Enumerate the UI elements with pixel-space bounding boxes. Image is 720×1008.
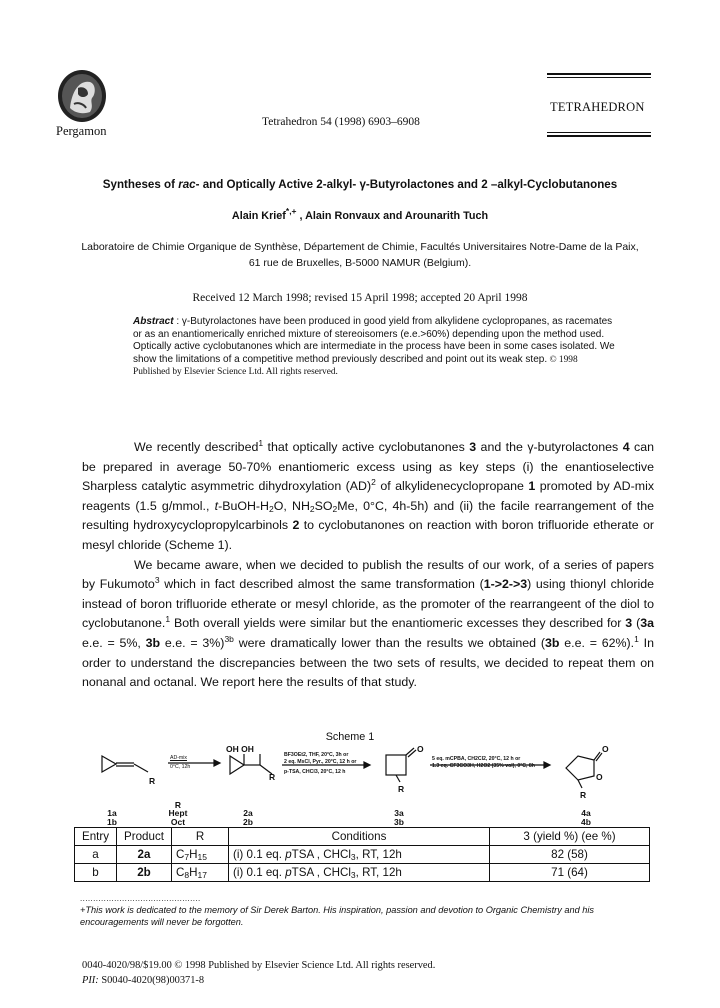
header-entry: Entry xyxy=(75,828,117,846)
ketone-oxygen-label: O xyxy=(417,744,424,754)
step3-reagent-1: 5 eq. mCPBA, CH2Cl2, 20°C, 12 h or xyxy=(432,756,521,762)
header-rule-bottom-thick xyxy=(547,135,651,137)
r-group-label-4: R xyxy=(580,790,587,800)
header-product: Product xyxy=(117,828,172,846)
conditions-table xyxy=(74,827,650,882)
cell-conditions: (i) 0.1 eq. pTSA , CHCl$_3$, RT, 12h xyxy=(229,846,490,864)
compound-4b-label: 4b xyxy=(581,817,591,827)
alkylidenecyclopropane-structure xyxy=(102,756,148,772)
footer-pii: PII: S0040-4020(98)00371-8 xyxy=(82,975,205,986)
lactone-ring-oxygen: O xyxy=(596,772,603,782)
step2-reagent-1: BF3OEt2, THF, 20°C, 3h or xyxy=(284,752,349,758)
diol-oh-label: OH OH xyxy=(226,744,254,754)
compound-3a-label: 3a xyxy=(394,808,404,818)
publisher-name: Pergamon xyxy=(56,124,107,138)
r-hept-label: Hept xyxy=(168,808,188,818)
header-rule-top-thin xyxy=(547,77,651,78)
step1-conditions: 0°C, 12h xyxy=(170,764,191,770)
step2-reagent-3: p-TSA, CHCl3, 20°C, 12 h xyxy=(284,769,346,775)
diol-structure xyxy=(230,754,272,774)
cell-entry: a xyxy=(75,846,117,864)
compound-2b-label: 2b xyxy=(243,817,253,827)
cell-result: 71 (64) xyxy=(490,864,650,882)
table-row xyxy=(75,864,650,882)
paragraph-1: We recently described$^1$ that optically active cyclobutanones 3 and the γ-butyrolactones 4 can be prepared in average 50-70% enantiomeric excess using as key steps (i) the enantioselective Sharpless catalytic asymmetric dihydroxylation (AD)$^2$ of alkylidenecyclopropane 1 promoted by AD-mix reagents (1.5 g/mmol., $t-BuOH-H_2O$, $NH_2SO_2Me$, 0°C, 4h-5h) and (ii) the facile rearrangement of the resulting hydroxycyclopropylcarbinols 2 to cyclobutanones on reaction with boron trifluoride etherate or mesyl chloride (Scheme 1). xyxy=(82,438,655,552)
journal-citation: Tetrahedron 54 (1998) 6903–6908 xyxy=(262,116,420,128)
cell-entry: b xyxy=(75,864,117,882)
compound-2a-label: 2a xyxy=(243,808,253,818)
affiliation-line-1: Laboratoire de Chimie Organique de Synthèse, Département de Chimie, Facultés Universitaires Notre-Dame de la Paix, xyxy=(81,241,639,253)
compound-1b-label: 1b xyxy=(107,817,117,827)
compound-1a-label: 1a xyxy=(107,808,117,818)
abstract: Abstract : γ-Butyrolactones have been produced in good yield from alkylidene cyclopropanes, as racemates or as an enantiomerically enriched mixture of stereoisomers (e.e.>60%) depending upon the method used. Optically active cyclobutanones which are intermediate in the process have been in some cases isolated. We show the limitations of a competitive method previously described and point out its weak step. © 1998 Published by Elsevier Science Ltd. All rights reserved. xyxy=(133,316,615,378)
butyrolactone-structure xyxy=(566,752,602,788)
affiliation-line-2: 61 rue de Bruxelles, B-5000 NAMUR (Belgium). xyxy=(248,257,472,269)
compound-4a-label: 4a xyxy=(581,808,591,818)
table-header-row xyxy=(75,828,650,846)
header-rule-bottom xyxy=(547,132,651,133)
cell-r: $C_7H_{15}$ xyxy=(172,846,229,864)
r-group-label-1: R xyxy=(149,776,156,786)
header-r: R xyxy=(172,828,229,846)
publisher-logo xyxy=(56,68,108,124)
author-list: Alain Krief*,+ , Alain Ronvaux and Arounarith Tuch xyxy=(231,206,489,222)
cell-product: 2b xyxy=(117,864,172,882)
r-group-label-2: R xyxy=(269,772,276,782)
cell-product: 2a xyxy=(117,846,172,864)
cell-result: 82 (58) xyxy=(490,846,650,864)
header-rule-top xyxy=(547,73,651,75)
r-oct-label: Oct xyxy=(170,817,186,827)
cell-r: $C_8H_{17}$ xyxy=(172,864,229,882)
step1-reagent: AD-mix xyxy=(170,755,188,761)
footnote-dedication: +This work is dedicated to the memory of Sir Derek Barton. His inspiration, passion and devotion to Organic Chemistry and his encouragements will never be forgotten. xyxy=(80,905,594,927)
r-column-header: R xyxy=(174,800,182,810)
r-group-label-3: R xyxy=(398,784,405,794)
compound-3b-label: 3b xyxy=(394,817,404,827)
header-result: 3 (yield %) (ee %) xyxy=(490,828,650,846)
cell-conditions: (i) 0.1 eq. pTSA , CHCl$_3$, RT, 12h xyxy=(229,864,490,882)
scheme-title: Scheme 1 xyxy=(325,731,375,743)
table-row xyxy=(75,846,650,864)
body-text xyxy=(82,438,654,693)
header-conditions: Conditions xyxy=(229,828,490,846)
article-title: Syntheses of rac- and Optically Active 2-alkyl- γ-Butyrolactones and 2 –alkyl-Cyclobutanones xyxy=(102,178,618,191)
received-dates: Received 12 March 1998; revised 15 April 1998; accepted 20 April 1998 xyxy=(192,292,528,304)
step3-reagent-2: 1.3 eq. CF3CO3H, H2O2 (35% vol), 0°C, 8h xyxy=(432,763,535,769)
cyclobutanone-structure xyxy=(386,748,416,782)
lactone-carbonyl-oxygen: O xyxy=(602,744,609,754)
step2-reagent-2: 2 eq. MsCl, Pyr., 20°C, 12 h or xyxy=(284,759,357,765)
paragraph-2: We became aware, when we decided to publish the results of our work, of a series of papers by Fukumoto$^3$ which in fact described almost the same transformation (1->2->3) using thionyl chloride instead of boron trifluoride etherate or mesyl chloride, as the promoter of the rearrangeent of the diol to cyclobutanone.$^1$ Both overall yields were similar but the enantiomeric excesses they described for 3 (3a e.e. = 5%, 3b e.e. = 3%)$^{3b}$ were dramatically lower than the results we obtained (3b e.e. = 62%).$^1$ In order to understand the discrepancies between the two sets of results, we decided to repeat them on nonanal and octanal. We report here the results of that study. xyxy=(82,557,654,690)
footer-copyright: 0040-4020/98/$19.00 © 1998 Published by Elsevier Science Ltd. All rights reserved. xyxy=(82,960,436,971)
journal-name: TETRAHEDRON xyxy=(550,100,645,114)
footnote-separator: .............................................. xyxy=(80,894,201,903)
